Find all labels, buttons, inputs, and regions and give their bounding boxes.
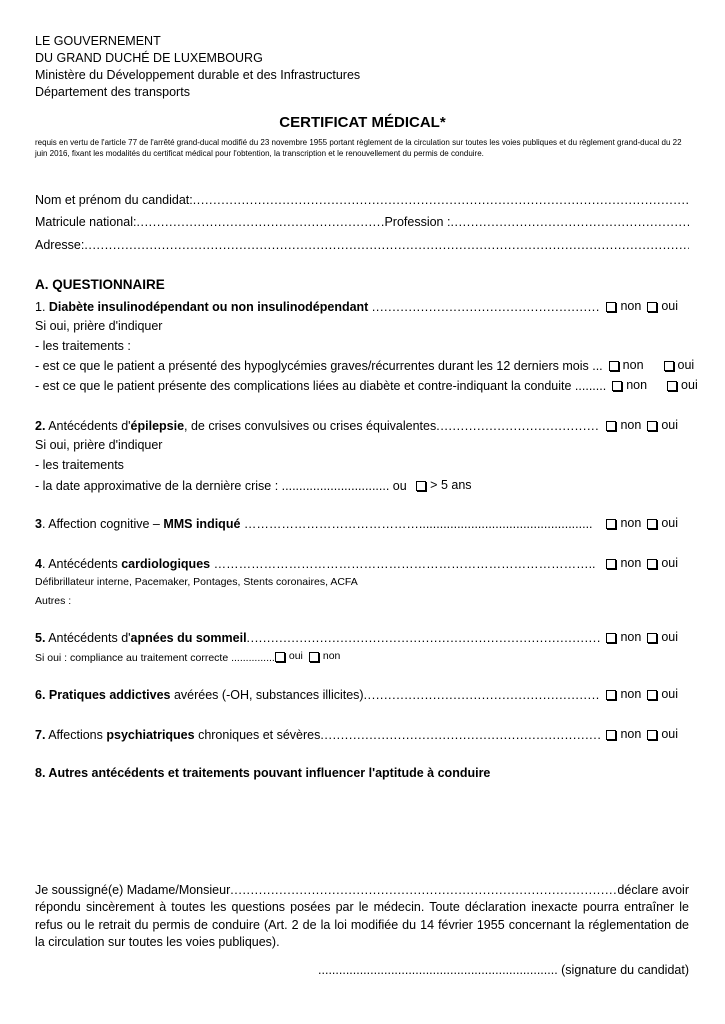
q5-number: 5. [35,631,46,645]
declaration-dots [230,883,617,897]
option-label: oui [661,556,678,570]
q5-non-checkbox[interactable] [606,630,641,644]
checkbox-icon [606,730,616,740]
q1-number: 1 [35,300,42,314]
q4-oui-checkbox[interactable] [647,556,678,570]
q1-hypo-non-checkbox[interactable] [609,358,644,372]
q1-dots [372,300,601,314]
q5-sub-1: Si oui : compliance au traitement correcte ............... [35,652,275,664]
checkbox-icon [647,690,657,700]
q4-post: ……………………………………………………………………………….. [210,557,596,571]
option-label: oui [661,727,678,741]
checkbox-icon [664,361,674,371]
option-label: non [620,556,642,570]
q1-oui-checkbox[interactable] [647,299,678,313]
q5-oui-checkbox[interactable] [647,630,678,644]
option-label: oui [661,630,678,644]
q4-number: 4 [35,557,42,571]
q7-pre: Affections [45,728,107,742]
checkbox-icon [647,302,657,312]
q7-title: psychiatriques [106,728,195,742]
q3-title: MMS indiqué [163,517,241,531]
q3-number: 3 [35,517,42,531]
option-label: oui [661,418,678,432]
option-label: oui [661,516,678,530]
matricule-dots [136,215,384,229]
checkbox-icon [416,481,426,491]
department-line: Département des transports [35,85,190,99]
checkbox-icon [606,633,616,643]
q6-post: avérées (-OH, substances illicites) [170,688,364,702]
question-6 [35,687,678,702]
address-label: Adresse: [35,238,85,252]
q2-oui-checkbox[interactable] [647,418,678,432]
option-label: non [620,687,642,701]
ministry-line: Ministère du Développement durable et des Infrastructures [35,68,361,82]
q6-title: 6. Pratiques addictives [35,688,171,702]
q2-over-5-years-checkbox[interactable] [416,478,471,492]
section-a-heading: A. QUESTIONNAIRE [35,277,165,292]
checkbox-icon [606,690,616,700]
declaration-start: Je soussigné(e) Madame/Monsieur [35,883,231,897]
q5-title: apnées du sommeil [130,631,247,645]
q6-oui-checkbox[interactable] [647,687,678,701]
checkbox-icon [606,559,616,569]
q5-compliance-row [35,650,340,664]
checkbox-icon [309,652,319,662]
profession-label: Profession : [384,215,451,229]
q2-sub-1: Si oui, prière d'indiquer [35,438,163,452]
q3-pre: . Affection cognitive – [41,517,164,531]
option-label: oui [681,378,698,392]
q7-oui-checkbox[interactable] [647,727,678,741]
checkbox-icon [647,559,657,569]
q7-number: 7. [35,728,46,742]
checkbox-icon [606,519,616,529]
option-label: non [622,358,644,372]
question-1 [35,299,678,314]
profession-dots [450,215,689,229]
q2-dots [436,419,600,433]
q1-title: Diabète insulinodépendant ou non insulinodépendant [48,300,369,314]
q3-non-checkbox[interactable] [606,516,641,530]
q5-compliance-non-checkbox[interactable] [309,650,341,662]
question-5 [35,630,678,645]
checkbox-icon [612,381,622,391]
legal-note: requis en vertu de l'article 77 de l'arrêté grand-ducal modifié du 23 novembre 1955 portant règlement de la circulation sur toutes les voies publiques et du règlement grand-ducal du 22 juin 2016, fixant les modalités du certificat médical pour l'obtention, la transcription et le renouvellement du permis de conduire. [35,138,682,158]
option-label: oui [661,687,678,701]
q1-sep: . [41,300,49,314]
checkbox-icon [609,361,619,371]
q5-compliance-oui-checkbox[interactable] [275,650,303,662]
q5-pre: Antécédents d' [45,631,131,645]
address-field[interactable] [35,238,689,252]
q1-sub-2: - les traitements : [35,339,131,353]
q2-sub-3: - la date approximative de la dernière crise : ............................... ou [35,479,407,493]
checkbox-icon [647,519,657,529]
address-dots [84,238,689,252]
q1-comp-oui-checkbox[interactable] [667,378,698,392]
checkbox-icon [647,421,657,431]
q1-complications-row [35,378,698,393]
option-label: non [620,299,642,313]
option-label: oui [677,358,695,372]
q1-hypo-row [35,358,695,373]
question-8: 8. Autres antécédents et traitements pouvant influencer l'aptitude à conduire [35,766,491,780]
q4-title: cardiologiques [121,557,211,571]
declaration-text: répondu sincèrement à toutes les questions posées par le médecin. Toute déclaration inexacte pourra entraîner le refus ou le retrait du permis de conduire (Art. 2 de la loi modifiée du 14 février 1955 concernant la réglementation de la circulation sur toutes les voies publiques). [35,900,689,949]
q7-post: chroniques et sévères [194,728,321,742]
option-label: non [620,516,642,530]
declaration-end: déclare avoir [617,883,689,897]
q7-dots [320,728,600,742]
option-label: non [620,727,642,741]
document-title: CERTIFICAT MÉDICAL* [279,114,446,131]
q1-non-checkbox[interactable] [606,299,641,313]
name-dots [193,193,689,207]
q1-hypo-oui-checkbox[interactable] [664,358,695,372]
question-7 [35,727,678,742]
q4-sub-2: Autres : [35,595,72,607]
q4-sub-1: Défibrillateur interne, Pacemaker, Pontages, Stents coronaires, ACFA [35,576,358,588]
matricule-profession-row[interactable] [35,215,689,229]
q2-pre: Antécédents d' [45,419,131,433]
option-label: non [322,650,341,662]
q7-non-checkbox[interactable] [606,727,641,741]
signature-line[interactable]: ..................................................................... (signature du candidat) [318,963,689,977]
q3-post: …………………………………….................................................. [240,517,593,531]
checkbox-icon [647,633,657,643]
q6-dots [364,688,601,702]
q1-sub-1: Si oui, prière d'indiquer [35,319,163,333]
question-2 [35,418,678,433]
question-3 [35,516,678,531]
q2-non-checkbox[interactable] [606,418,641,432]
q2-title: épilepsie [130,419,185,433]
checkbox-icon [275,652,285,662]
q3-oui-checkbox[interactable] [647,516,678,530]
checkbox-icon [606,302,616,312]
declaration-name-row[interactable] [35,883,689,897]
q5-dots [247,631,601,645]
option-label: non [620,630,642,644]
name-label: Nom et prénom du candidat: [35,193,193,207]
checkbox-icon [606,421,616,431]
q4-pre: . Antécédents [41,557,122,571]
q1-comp-non-checkbox[interactable] [612,378,647,392]
gov-line-1: LE GOUVERNEMENT [35,34,161,48]
option-label: non [626,378,648,392]
q6-non-checkbox[interactable] [606,687,641,701]
gov-line-2: DU GRAND DUCHÉ DE LUXEMBOURG [35,51,263,65]
option-label: non [620,418,642,432]
matricule-label: Matricule national: [35,215,137,229]
q2-sub-2: - les traitements [35,458,124,472]
checkbox-icon [647,730,657,740]
name-field[interactable] [35,193,689,207]
q2-last-crisis-row [35,478,472,493]
q1-sub-4: - est ce que le patient présente des complications liées au diabète et contre-indiquant la conduite ......... [35,379,607,393]
option-label: oui [288,650,303,662]
checkbox-icon [667,381,677,391]
q2-over-5-years-label: > 5 ans [430,478,472,492]
option-label: oui [661,299,678,313]
q2-post: , de crises convulsives ou crises équivalentes [184,419,437,433]
q4-non-checkbox[interactable] [606,556,641,570]
q1-sub-3: - est ce que le patient a présenté des hypoglycémies graves/récurrentes durant les 12 derniers mois ... [35,359,603,373]
q2-number: 2. [35,419,46,433]
question-4 [35,556,678,571]
